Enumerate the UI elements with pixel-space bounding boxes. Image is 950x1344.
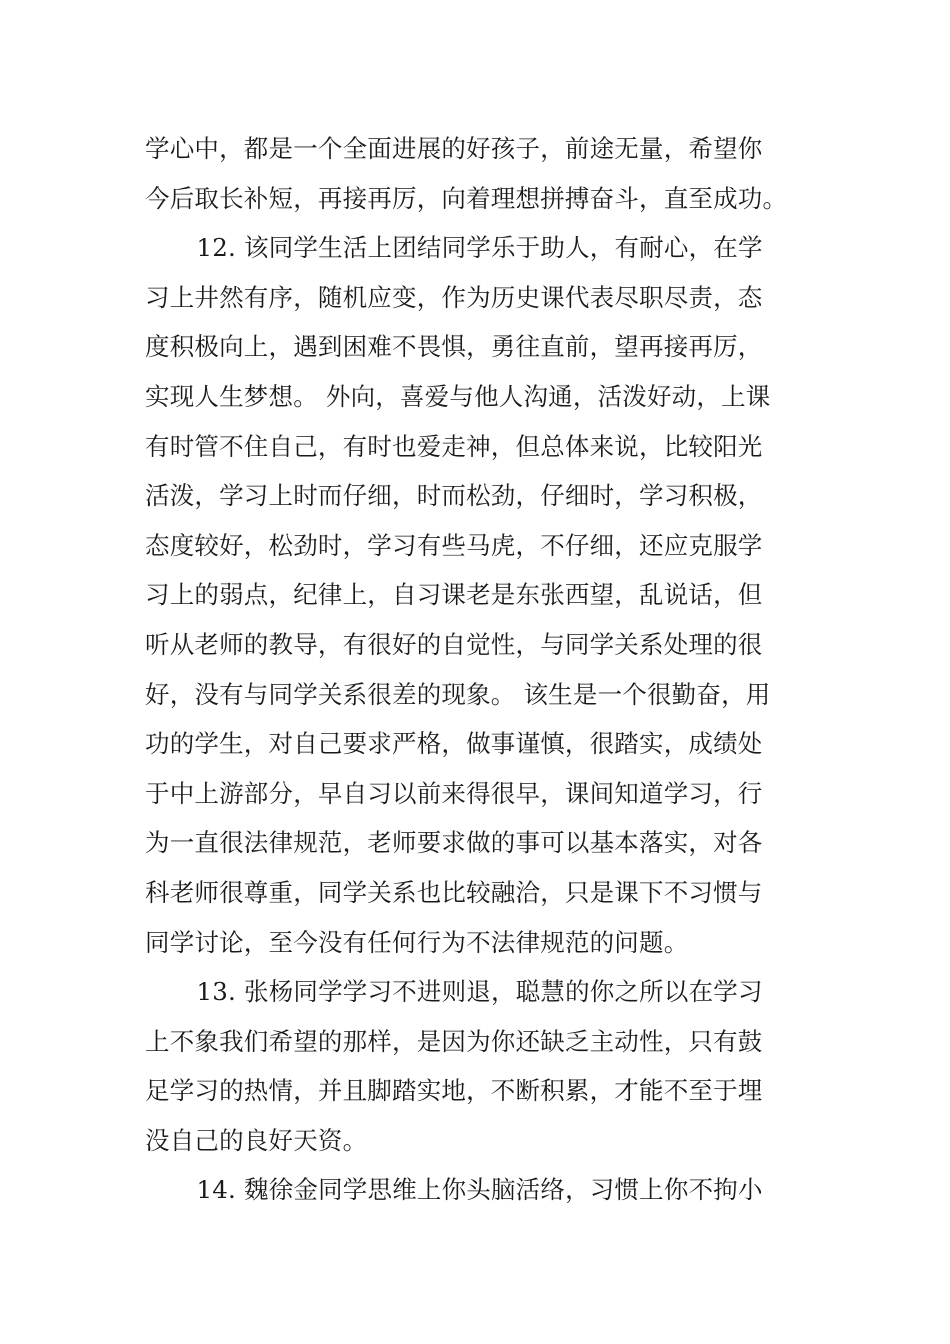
text-line: 度积极向上，遇到困难不畏惧，勇往直前，望再接再厉， bbox=[145, 332, 763, 362]
text-line: 科老师很尊重，同学关系也比较融洽，只是课下不习惯与 bbox=[145, 877, 763, 907]
text-line: 足学习的热情，并且脚踏实地，不断积累，才能不至于埋 bbox=[145, 1076, 763, 1106]
text-line: 学心中，都是一个全面进展的好孩子，前途无量，希望你 bbox=[145, 134, 763, 163]
text-line: 功的学生，对自己要求严格，做事谨慎，很踏实，成绩处 bbox=[145, 729, 763, 759]
paragraph-13 bbox=[145, 967, 807, 1165]
text-line: 14. 魏徐金同学思维上你头脑活络，习惯上你不拘小 bbox=[196, 1175, 763, 1205]
document-body bbox=[145, 124, 807, 1215]
text-line: 有时管不住自己，有时也爱走神，但总体来说，比较阳光 bbox=[145, 431, 763, 461]
text-line: 为一直很法律规范，老师要求做的事可以基本落实，对各 bbox=[145, 828, 763, 858]
text-line: 实现人生梦想。 外向，喜爱与他人沟通，活泼好动，上课 bbox=[145, 381, 771, 411]
text-line: 没自己的良好天资。 bbox=[145, 1125, 368, 1155]
text-line: 同学讨论，至今没有任何行为不法律规范的问题。 bbox=[145, 927, 689, 957]
text-line: 活泼，学习上时而仔细，时而松劲，仔细时，学习积极， bbox=[145, 481, 763, 511]
text-line: 态度较好，松劲时，学习有些马虎，不仔细，还应克服学 bbox=[145, 530, 763, 560]
text-line: 习上的弱点，纪律上，自习课老是东张西望，乱说话，但 bbox=[145, 580, 763, 610]
paragraph-continuation bbox=[145, 124, 807, 223]
paragraph-12 bbox=[145, 223, 807, 967]
text-line: 13. 张杨同学学习不进则退，聪慧的你之所以在学习 bbox=[196, 977, 763, 1007]
text-line: 于中上游部分，早自习以前来得很早，课间知道学习，行 bbox=[145, 778, 763, 808]
text-line: 12. 该同学生活上团结同学乐于助人，有耐心，在学 bbox=[196, 233, 763, 263]
text-line: 习上井然有序，随机应变，作为历史课代表尽职尽责，态 bbox=[145, 282, 763, 312]
text-line: 今后取长补短，再接再厉，向着理想拼搏奋斗，直至成功。 bbox=[145, 183, 788, 213]
paragraph-14 bbox=[145, 1165, 807, 1215]
text-line: 听从老师的教导，有很好的自觉性，与同学关系处理的很 bbox=[145, 629, 763, 659]
text-line: 好，没有与同学关系很差的现象。 该生是一个很勤奋，用 bbox=[145, 679, 771, 709]
text-line: 上不象我们希望的那样，是因为你还缺乏主动性，只有鼓 bbox=[145, 1026, 763, 1056]
